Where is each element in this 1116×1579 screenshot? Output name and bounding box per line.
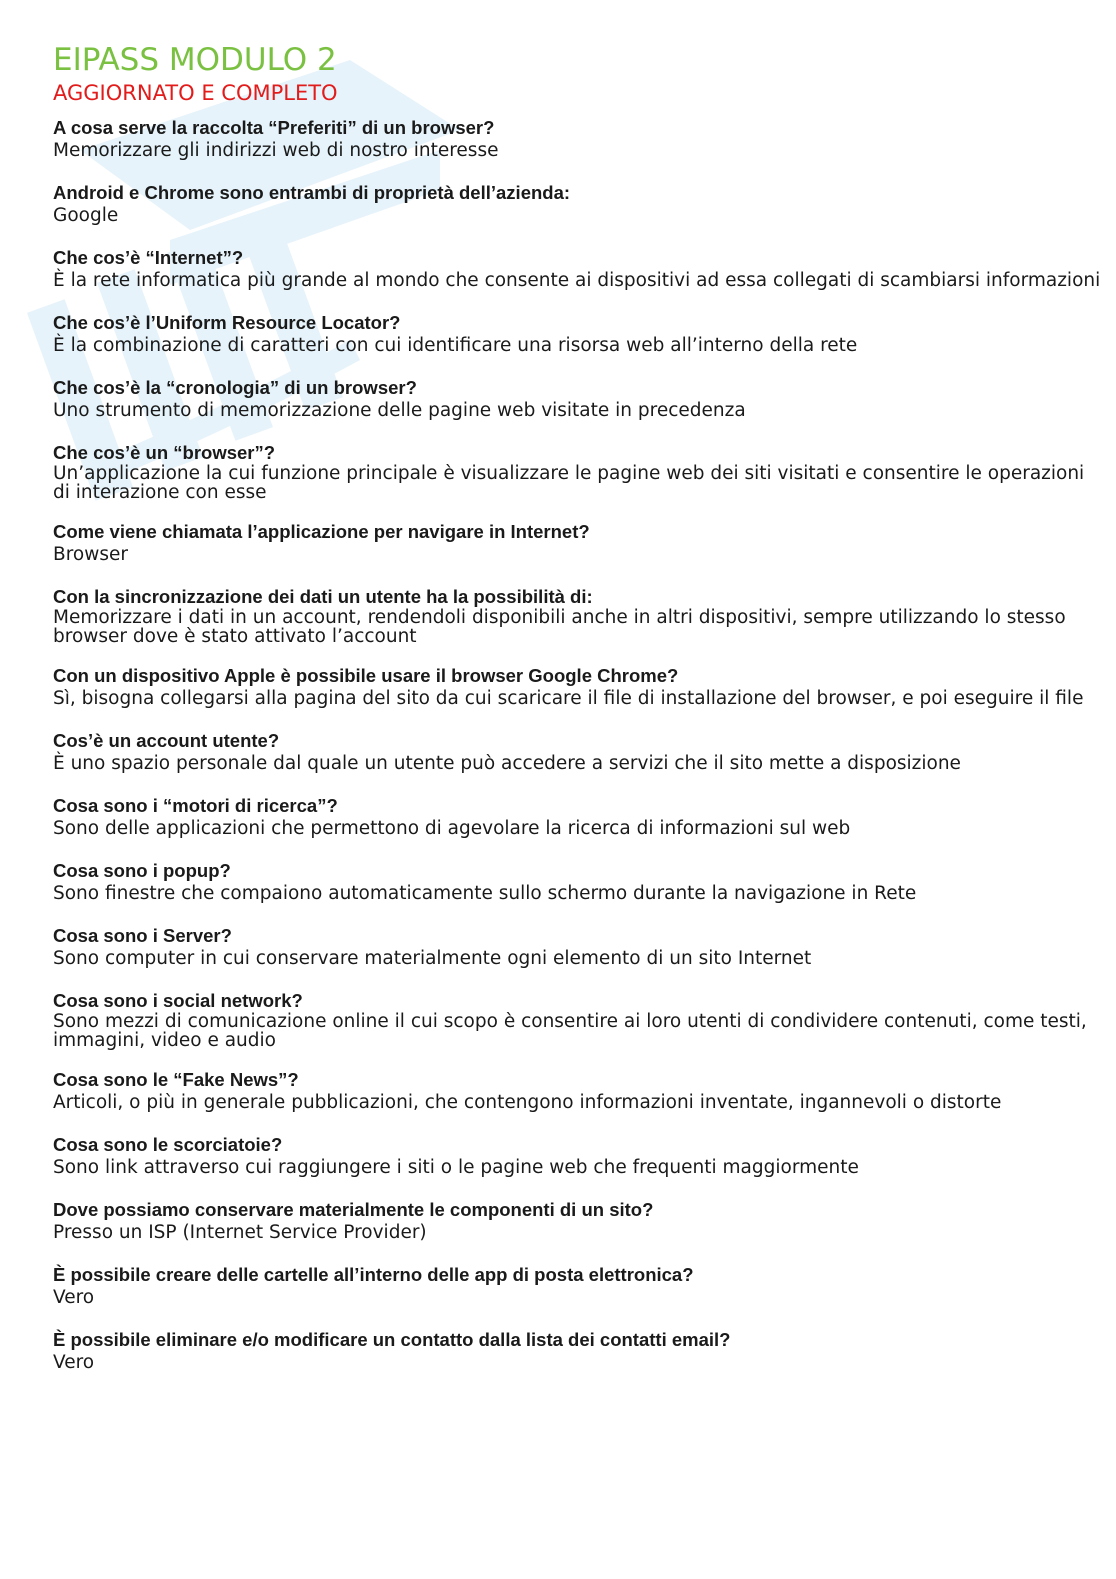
qa-item-1 [53, 116, 1103, 163]
qa-item-9 [53, 664, 1103, 711]
answer-text: Sì, bisogna collegarsi alla pagina del sito da cui scaricare il file di installazione del browser, e poi eseguire il file [53, 688, 1084, 709]
qa-item-5 [53, 376, 1103, 423]
question-text: Dove possiamo conservare materialmente le componenti di un sito? [53, 1199, 654, 1220]
question-text: Cosa sono le “Fake News”? [53, 1069, 299, 1090]
answer-text: È la combinazione di caratteri con cui identificare una risorsa web all’interno della rete [53, 335, 858, 356]
qa-item-8 [53, 585, 1103, 646]
question-text: Con un dispositivo Apple è possibile usare il browser Google Chrome? [53, 665, 679, 686]
question-text: Che cos’è la “cronologia” di un browser? [53, 377, 417, 398]
answer-text: Articoli, o più in generale pubblicazioni, che contengono informazioni inventate, ingannevoli o distorte [53, 1092, 1002, 1113]
answer-text: Uno strumento di memorizzazione delle pagine web visitate in precedenza [53, 400, 746, 421]
qa-item-12 [53, 859, 1103, 906]
question-text: È possibile eliminare e/o modificare un contatto dalla lista dei contatti email? [53, 1329, 731, 1350]
answer-text: Google [53, 205, 119, 226]
document-page [53, 40, 1103, 1393]
question-text: Cosa sono le scorciatoie? [53, 1134, 283, 1155]
question-text: Cos’è un account utente? [53, 730, 280, 751]
question-text: Che cos’è “Internet”? [53, 247, 244, 268]
qa-item-3 [53, 246, 1103, 293]
answer-text: Memorizzare gli indirizzi web di nostro interesse [53, 140, 499, 161]
answer-text: Browser [53, 544, 128, 565]
qa-item-15 [53, 1068, 1103, 1115]
qa-item-18 [53, 1263, 1103, 1310]
document-title: EIPASS MODULO 2 [53, 42, 337, 78]
question-text: Cosa sono i Server? [53, 925, 232, 946]
answer-text: Vero [53, 1287, 95, 1308]
answer-text: Sono computer in cui conservare materialmente ogni elemento di un sito Internet [53, 948, 812, 969]
qa-item-16 [53, 1133, 1103, 1180]
qa-item-2 [53, 181, 1103, 228]
question-text: Cosa sono i social network? [53, 990, 303, 1011]
document-subtitle: AGGIORNATO E COMPLETO [53, 81, 338, 105]
answer-text: Sono delle applicazioni che permettono di agevolare la ricerca di informazioni sul web [53, 818, 851, 839]
question-text: È possibile creare delle cartelle all’interno delle app di posta elettronica? [53, 1264, 694, 1285]
question-text: Android e Chrome sono entrambi di proprietà dell’azienda: [53, 182, 571, 203]
qa-item-6 [53, 441, 1103, 502]
question-text: Cosa sono i popup? [53, 860, 231, 881]
question-text: Con la sincronizzazione dei dati un utente ha la possibilità di: [53, 586, 593, 607]
question-text: Che cos’è un “browser”? [53, 442, 276, 463]
answer-text: Vero [53, 1352, 95, 1373]
answer-text: Sono link attraverso cui raggiungere i siti o le pagine web che frequenti maggiormente [53, 1157, 859, 1178]
answer-text: È la rete informatica più grande al mondo che consente ai dispositivi ad essa collegati di scambiarsi informazioni [53, 270, 1101, 291]
qa-item-7 [53, 520, 1103, 567]
qa-item-14 [53, 989, 1103, 1050]
answer-text: Sono mezzi di comunicazione online il cui scopo è consentire ai loro utenti di condividere contenuti, come testi, immagini, video e audio [53, 1011, 1087, 1051]
answer-text: Memorizzare i dati in un account, rendendoli disponibili anche in altri dispositivi, sempre utilizzando lo stesso browser dove è stato attivato l’account [53, 607, 1066, 647]
answer-text: Un’applicazione la cui funzione principale è visualizzare le pagine web dei siti visitati e consentire le operazioni di interazione con esse [53, 463, 1085, 503]
qa-item-19 [53, 1328, 1103, 1375]
qa-item-10 [53, 729, 1103, 776]
qa-item-4 [53, 311, 1103, 358]
question-text: Come viene chiamata l’applicazione per navigare in Internet? [53, 521, 590, 542]
answer-text: È uno spazio personale dal quale un utente può accedere a servizi che il sito mette a disposizione [53, 753, 961, 774]
qa-item-17 [53, 1198, 1103, 1245]
qa-item-13 [53, 924, 1103, 971]
question-text: Cosa sono i “motori di ricerca”? [53, 795, 338, 816]
question-text: Che cos’è l’Uniform Resource Locator? [53, 312, 401, 333]
question-text: A cosa serve la raccolta “Preferiti” di un browser? [53, 117, 495, 138]
qa-item-11 [53, 794, 1103, 841]
answer-text: Presso un ISP (Internet Service Provider) [53, 1222, 427, 1243]
answer-text: Sono finestre che compaiono automaticamente sullo schermo durante la navigazione in Rete [53, 883, 917, 904]
